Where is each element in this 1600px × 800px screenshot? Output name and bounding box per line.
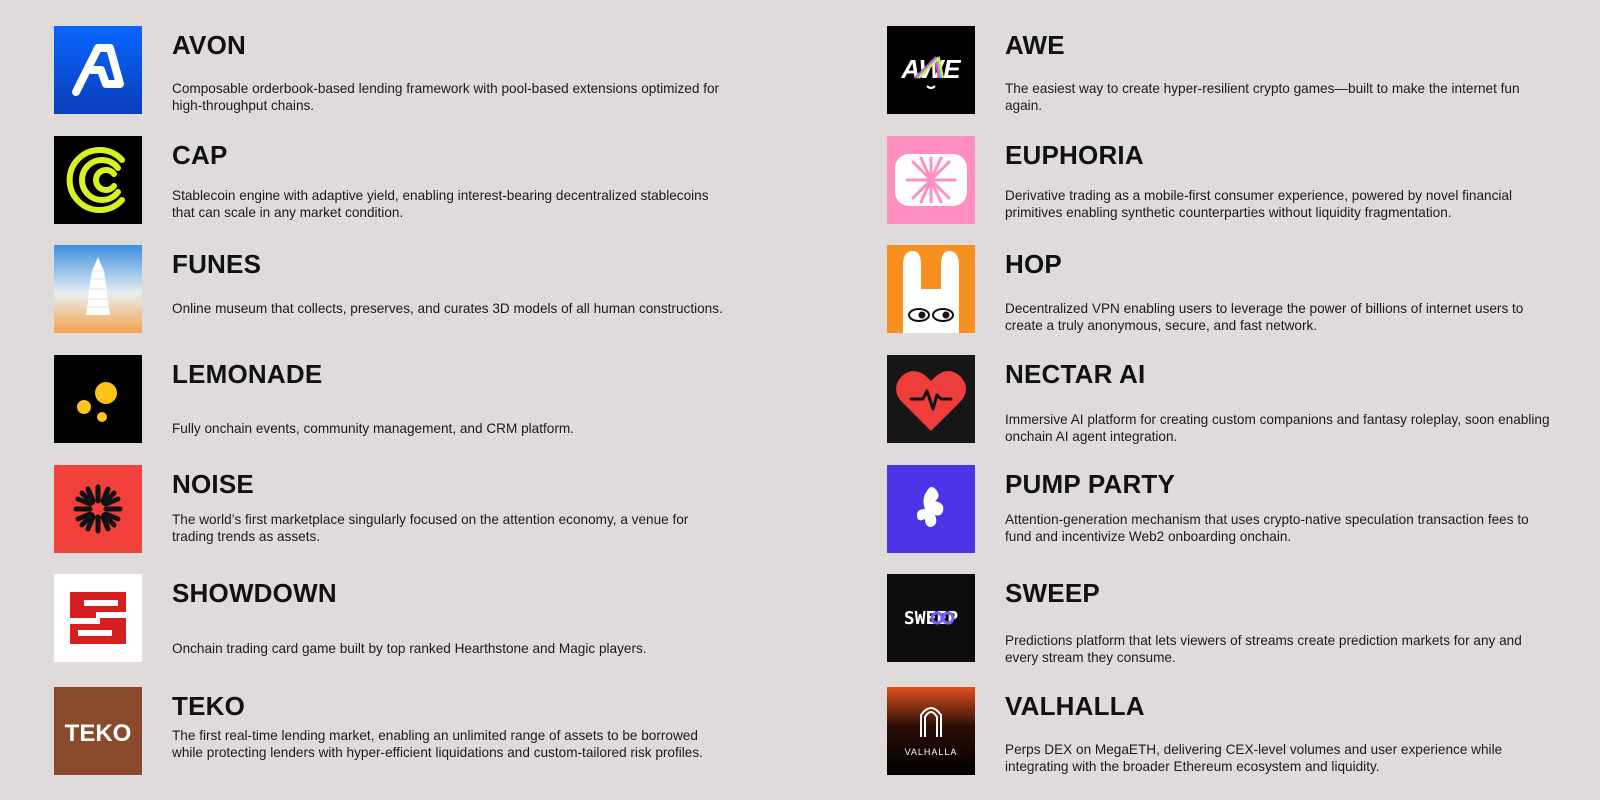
project-card-sweep — [887, 574, 1600, 666]
project-card-showdown — [54, 574, 794, 666]
project-description: Decentralized VPN enabling users to leverage the power of billions of internet users to create a truly anonymous, secure, and fast network. — [1005, 301, 1524, 333]
svg-text:TEKO: TEKO — [64, 720, 132, 747]
avon-logo — [54, 26, 142, 114]
sweep-logo — [887, 574, 975, 662]
project-name: LEMONADE — [172, 359, 323, 389]
project-description: The easiest way to create hyper-resilient crypto games—built to make the internet fun again. — [1005, 81, 1520, 113]
project-description: Immersive AI platform for creating custom companions and fantasy roleplay, soon enabling onchain AI agent integration. — [1005, 412, 1550, 444]
project-name: AWE — [1005, 30, 1065, 60]
project-card-noise — [54, 465, 794, 557]
euphoria-logo — [887, 136, 975, 224]
hop-logo — [887, 245, 975, 333]
project-name: TEKO — [172, 691, 246, 721]
awe-logo — [887, 26, 975, 114]
project-description: Fully onchain events, community management, and CRM platform. — [172, 421, 574, 436]
project-card-awe — [887, 26, 1600, 118]
svg-text:VALHALLA: VALHALLA — [904, 747, 958, 757]
project-card-hop — [887, 245, 1600, 337]
project-description: Attention-generation mechanism that uses crypto-native speculation transaction fees to fund and incentivize Web2 onboarding onchain. — [1005, 512, 1529, 544]
project-card-euphoria — [887, 136, 1600, 228]
nectar-ai-logo — [887, 355, 975, 443]
project-name: VALHALLA — [1005, 691, 1145, 721]
project-name: SWEEP — [1005, 578, 1100, 608]
project-card-pump-party — [887, 465, 1600, 557]
project-description: The world’s first marketplace singularly focused on the attention economy, a venue for trading trends as assets. — [172, 512, 689, 544]
project-card-valhalla — [887, 687, 1600, 779]
pump-party-logo — [887, 465, 975, 553]
project-card-teko — [54, 687, 794, 779]
svg-text:SWEEP: SWEEP — [903, 608, 959, 629]
project-name: NOISE — [172, 469, 254, 499]
project-name: NECTAR AI — [1005, 359, 1146, 389]
valhalla-logo — [887, 687, 975, 775]
project-description: Predictions platform that lets viewers of streams create prediction markets for any and every stream they consume. — [1005, 633, 1522, 665]
project-description: Perps DEX on MegaETH, delivering CEX-level volumes and user experience while integrating with the broader Ethereum ecosystem and liquidity. — [1005, 742, 1503, 774]
project-name: EUPHORIA — [1005, 140, 1144, 170]
svg-text:AWE: AWE — [901, 54, 961, 84]
project-card-lemonade — [54, 355, 794, 447]
project-card-funes — [54, 245, 794, 337]
project-name: AVON — [172, 30, 246, 60]
project-card-nectar-ai — [887, 355, 1600, 447]
project-name: FUNES — [172, 249, 262, 279]
noise-logo — [54, 465, 142, 553]
project-description: Derivative trading as a mobile-first consumer experience, powered by novel financial primitives enabling synthetic counterparties without liquidity fragmentation. — [1005, 188, 1512, 220]
project-description: Composable orderbook-based lending framework with pool-based extensions optimized for high-throughput chains. — [172, 81, 720, 113]
project-name: HOP — [1005, 249, 1062, 279]
project-description: Stablecoin engine with adaptive yield, enabling interest-bearing decentralized stablecoins that can scale in any market condition. — [172, 188, 709, 220]
showdown-logo — [54, 574, 142, 662]
funes-logo — [54, 245, 142, 333]
project-card-avon — [54, 26, 794, 118]
project-name: SHOWDOWN — [172, 578, 337, 608]
project-name: PUMP PARTY — [1005, 469, 1176, 499]
project-name: CAP — [172, 140, 228, 170]
project-description: Online museum that collects, preserves, and curates 3D models of all human constructions. — [172, 301, 723, 316]
lemonade-logo — [54, 355, 142, 443]
teko-logo — [54, 687, 142, 775]
project-description: Onchain trading card game built by top ranked Hearthstone and Magic players. — [172, 641, 647, 656]
project-card-cap — [54, 136, 794, 228]
project-description: The first real-time lending market, enabling an unlimited range of assets to be borrowed while protecting lenders with hyper-efficient liquidations and custom-tailored risk profiles. — [172, 728, 703, 760]
cap-logo — [54, 136, 142, 224]
